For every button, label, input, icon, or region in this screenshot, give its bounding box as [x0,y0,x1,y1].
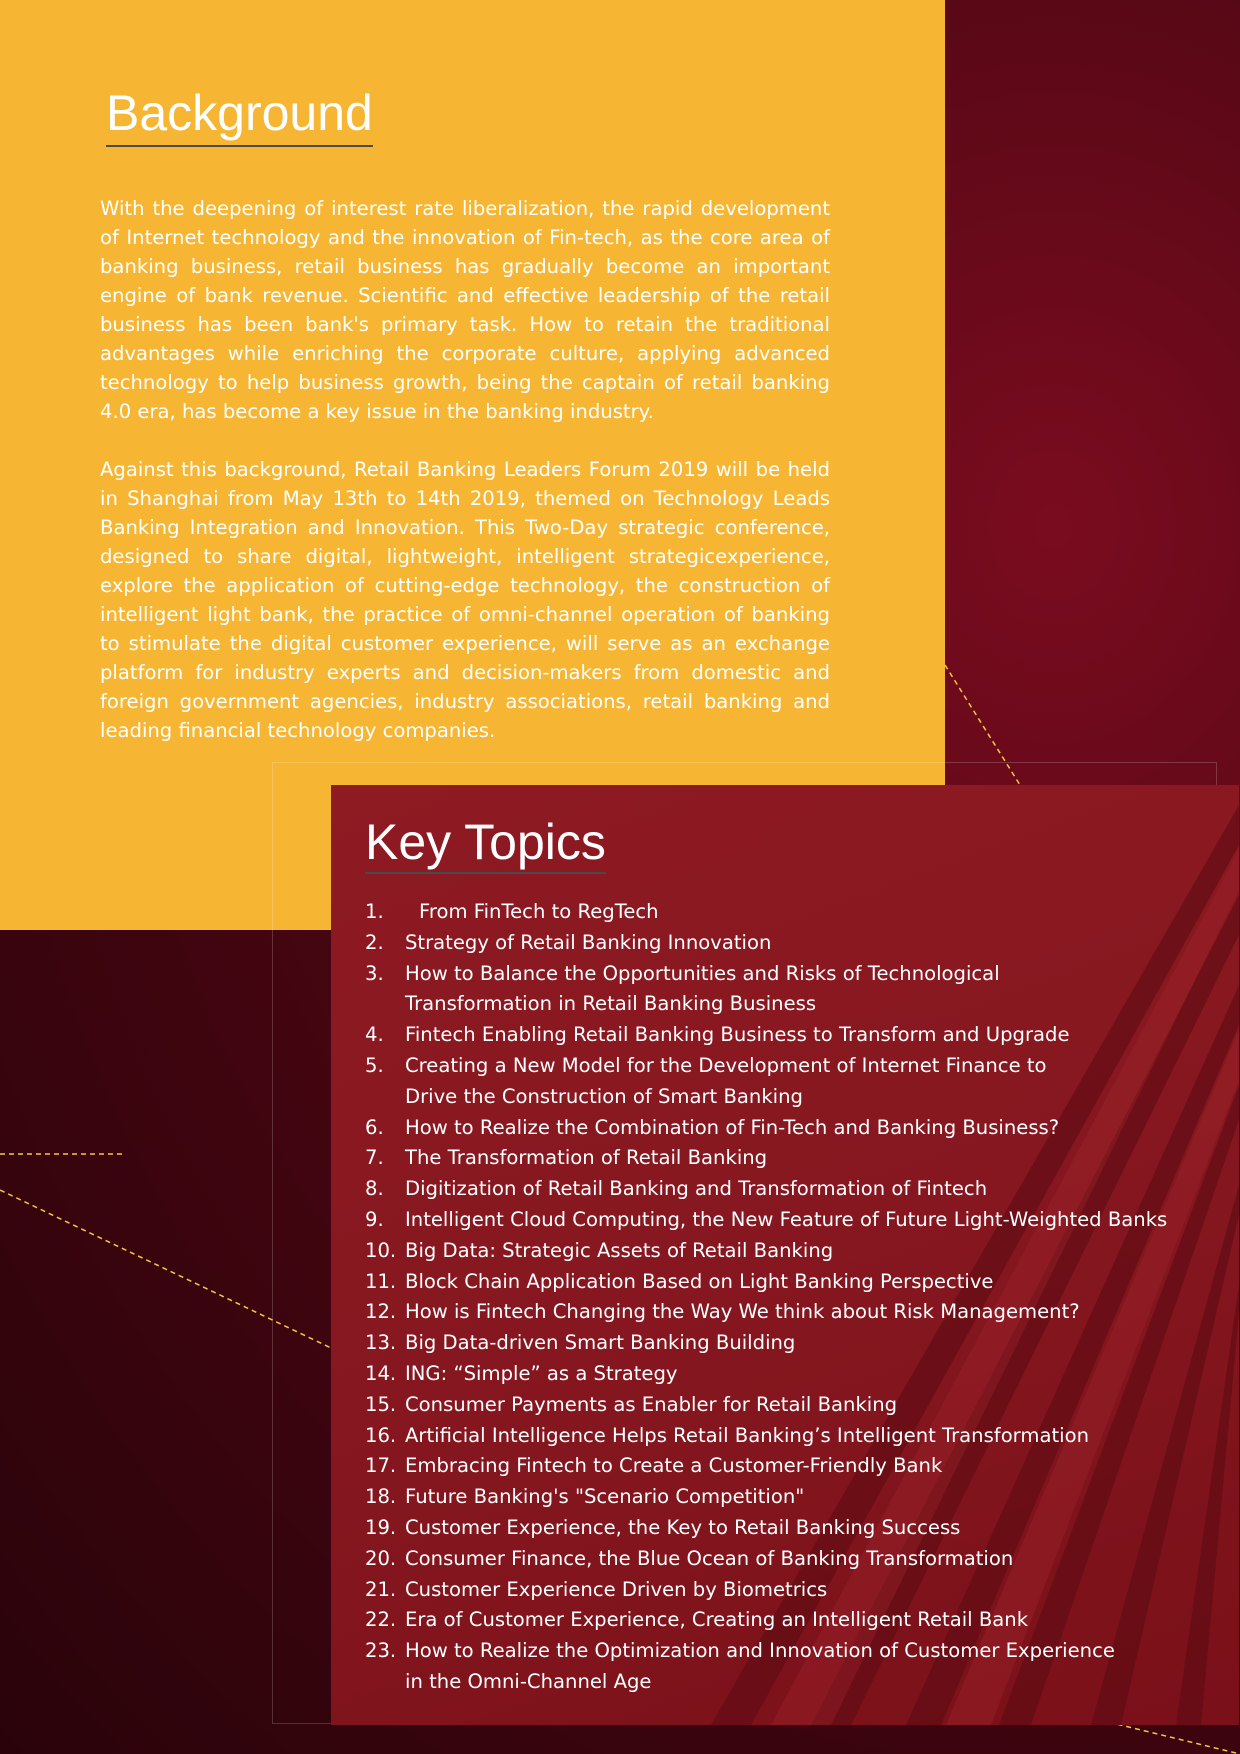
background-text [100,194,830,774]
topic-item [365,1359,1225,1390]
topic-number: 1. [365,900,384,923]
topic-item [365,1421,1225,1452]
key-topics-title: Key Topics [365,815,606,874]
topic-number: 6. [365,1115,384,1139]
topic-text: Consumer Payments as Enabler for Retail Banking [405,1392,898,1416]
topic-number: 15. [365,1392,397,1416]
background-paragraph-1: With the deepening of interest rate liberalization, the rapid development of Internet technology and the innovation of Fin-tech, as the core area of banking business, retail business has gradually become an important engine of bank revenue. Scientific and effective leadership of the retail business has been bank's primary task. How to retain the traditional advantages while enriching the corporate culture, applying advanced technology to help business growth, being the captain of retail banking 4.0 era, has become a key issue in the banking industry. [100,197,830,423]
topic-item [365,1205,1225,1236]
topic-item [365,1143,1225,1174]
topic-number: 23. [365,1639,397,1663]
topic-text: Big Data-driven Smart Banking Building [405,1331,796,1355]
topic-item [365,1328,1225,1359]
topic-number: 9. [365,1207,384,1231]
topic-text: From FinTech to RegTech [419,900,659,923]
topic-number: 10. [365,1238,397,1262]
topic-item [365,1575,1225,1606]
topic-number: 22. [365,1608,397,1632]
topic-text: Digitization of Retail Banking and Transformation of Fintech [405,1177,988,1201]
topic-item [365,1267,1225,1298]
topic-text: Creating a New Model for the Development of Internet Finance to Drive the Construction of Smart Banking [405,1053,1047,1108]
topic-number: 17. [365,1454,397,1478]
topic-number: 20. [365,1546,397,1570]
topic-item [365,1544,1225,1575]
topic-item [365,1605,1225,1636]
topic-number: 16. [365,1423,397,1447]
topic-number: 12. [365,1300,397,1324]
topic-number: 18. [365,1485,397,1509]
topic-item [365,959,1225,1021]
topic-text: Intelligent Cloud Computing, the New Feature of Future Light-Weighted Banks [405,1207,1168,1231]
topic-item [365,1297,1225,1328]
topic-item [365,897,1225,928]
topic-item [365,1513,1225,1544]
topic-item [365,1113,1225,1144]
topic-text: How to Balance the Opportunities and Risks of Technological Transformation in Retail Banking Business [405,961,1000,1016]
dashed-line-bottom-right [1100,1720,1240,1754]
topic-text: Big Data: Strategic Assets of Retail Banking [405,1238,834,1262]
topic-text: Strategy of Retail Banking Innovation [405,930,772,954]
key-topics-list [365,897,1225,1698]
topic-text: Era of Customer Experience, Creating an Intelligent Retail Bank [405,1608,1029,1632]
topic-item [365,1390,1225,1421]
topic-text: Fintech Enabling Retail Banking Business to Transform and Upgrade [405,1023,1070,1047]
topic-item [365,1451,1225,1482]
topic-text: The Transformation of Retail Banking [405,1146,768,1170]
topic-number: 21. [365,1577,397,1601]
topic-text: ING: “Simple” as a Strategy [405,1361,678,1385]
background-paragraph-2: Against this background, Retail Banking Leaders Forum 2019 will be held in Shanghai from May 13th to 14th 2019, themed on Technology Leads Banking Integration and Innovation. This Two-Day strategic conference, designed to share digital, lightweight, intelligent strategicexperience, explore the application of cutting-edge technology, the construction of intelligent light bank, the practice of omni-channel operation of banking to stimulate the digital customer experience, will serve as an exchange platform for industry experts and decision-makers from domestic and foreign government agencies, industry associations, retail banking and leading financial technology companies. [100,458,830,742]
topic-text: Artificial Intelligence Helps Retail Banking’s Intelligent Transformation [405,1423,1090,1447]
topic-number: 13. [365,1331,397,1355]
topic-text: Embracing Fintech to Create a Customer-Friendly Bank [405,1454,943,1478]
key-topics-panel [331,785,1239,1725]
topic-item [365,1236,1225,1267]
topic-number: 8. [365,1177,384,1201]
topic-number: 3. [365,961,384,985]
topic-number: 5. [365,1053,384,1077]
topic-text: Customer Experience Driven by Biometrics [405,1577,828,1601]
topic-item [365,1020,1225,1051]
topic-number: 7. [365,1146,384,1170]
background-title: Background [106,86,373,147]
topic-text: Consumer Finance, the Blue Ocean of Banking Transformation [405,1546,1014,1570]
topic-text: How to Realize the Combination of Fin-Tech and Banking Business? [405,1115,1060,1139]
topic-text: Future Banking's "Scenario Competition" [405,1485,805,1509]
topic-number: 4. [365,1023,384,1047]
topic-number: 2. [365,930,384,954]
topic-item [365,1636,1225,1698]
topic-number: 19. [365,1515,397,1539]
topic-item [365,928,1225,959]
topic-text: Customer Experience, the Key to Retail Banking Success [405,1515,961,1539]
topic-number: 14. [365,1361,397,1385]
topic-item [365,1051,1225,1113]
topic-text: Block Chain Application Based on Light Banking Perspective [405,1269,994,1293]
topic-text: How is Fintech Changing the Way We think about Risk Management? [405,1300,1080,1324]
topic-item [365,1482,1225,1513]
topic-number: 11. [365,1269,397,1293]
topic-text: How to Realize the Optimization and Innovation of Customer Experience in the Omni-Channel Age [405,1639,1115,1693]
topic-item [365,1174,1225,1205]
